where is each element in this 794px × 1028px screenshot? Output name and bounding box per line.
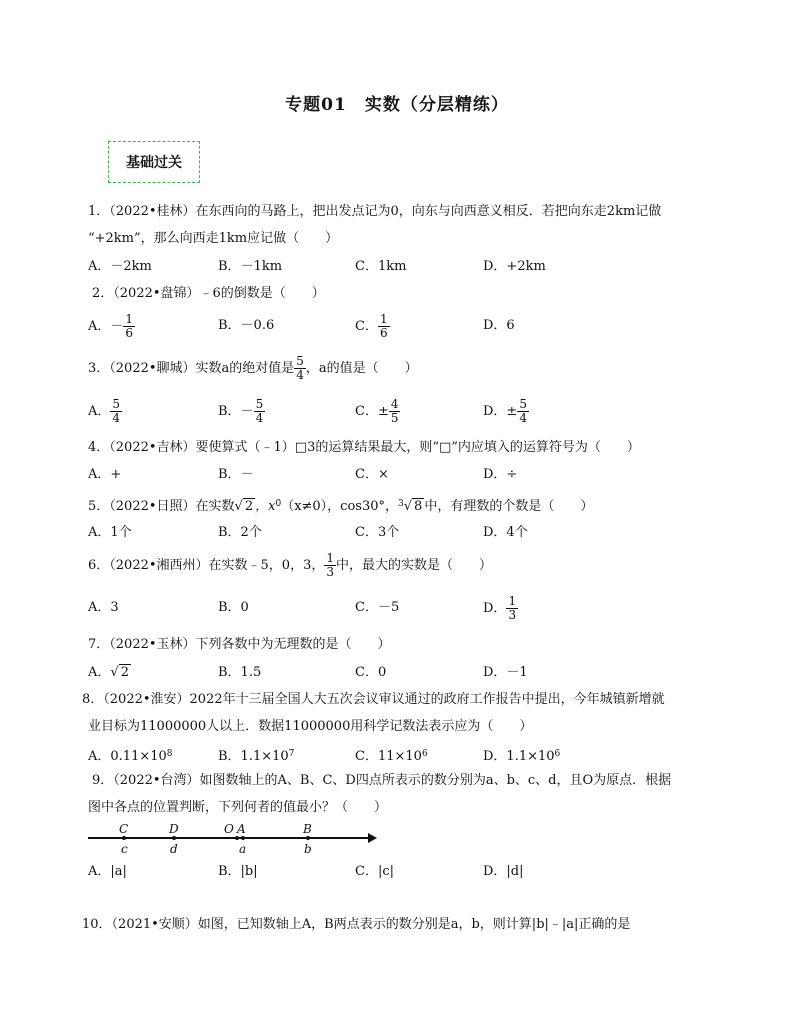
denominator: 3 xyxy=(326,565,334,579)
q5-stem-mid1: ，x xyxy=(255,499,276,514)
q2-option-c-fraction xyxy=(378,313,390,340)
q5-option-c[interactable]: C．3个 xyxy=(355,525,400,540)
number-line-arrow-icon xyxy=(368,833,377,843)
q3-option-a[interactable] xyxy=(88,398,122,426)
q2-option-b[interactable]: B．－0.6 xyxy=(218,318,275,333)
q3-option-d-fraction xyxy=(517,398,529,425)
q6-option-a[interactable]: A．3 xyxy=(88,600,119,615)
q8-option-d[interactable] xyxy=(483,746,560,765)
q4-option-c[interactable]: C．× xyxy=(355,467,389,482)
q3-stem-fraction xyxy=(294,355,306,382)
q8-stem-line1: 8．（2022•淮安）2022年十三届全国人大五次会议审议通过的政府工作报告中提出，今年城镇新增就 xyxy=(82,692,665,707)
numerator: 5 xyxy=(255,397,264,411)
q3-option-b[interactable] xyxy=(218,398,265,426)
q7-option-a-label: A． xyxy=(88,665,111,680)
q4-stem: 4．（2022•吉林）要使算式（﹣1）□3的运算结果最大，则“□”内应填入的运算符号为（ ） xyxy=(88,440,640,455)
label-upper-c: C xyxy=(119,822,129,836)
point-o xyxy=(235,836,239,840)
q6-stem xyxy=(88,552,492,580)
numerator: 1 xyxy=(379,312,388,326)
q2-stem: 2．（2022•盘锦）﹣6的倒数是（ ） xyxy=(92,286,325,301)
q3-option-d[interactable] xyxy=(483,398,529,426)
label-lower-c: c xyxy=(121,842,128,856)
q3-option-b-label: B．－ xyxy=(218,404,254,419)
q5-option-b[interactable]: B．2个 xyxy=(218,525,262,540)
q7-option-a-sqrt: √ 2 xyxy=(110,665,129,680)
denominator: 4 xyxy=(255,411,264,425)
denominator: 6 xyxy=(125,326,134,340)
q4-option-b[interactable]: B．－ xyxy=(218,467,254,482)
q5-stem-mid2: （x≠0），cos30°， xyxy=(281,499,399,514)
q8-option-a[interactable] xyxy=(88,746,173,765)
q10-stem-line1: 10．（2021•安顺）如图，已知数轴上A，B两点表示的数分别是a，b，则计算|b|﹣|a|正确的是 xyxy=(82,917,631,932)
q5-sqrt: √ 2 xyxy=(234,499,254,514)
q1-option-b[interactable]: B．－1km xyxy=(218,259,283,274)
q1-option-a[interactable]: A．－2km xyxy=(88,259,152,274)
q1-option-c[interactable]: C．1km xyxy=(355,259,407,274)
q2-option-a-fraction xyxy=(123,313,135,340)
q3-option-c-label: C．± xyxy=(355,404,389,419)
numerator: 4 xyxy=(390,397,399,411)
q5-cbrt-index: 3 xyxy=(398,499,404,509)
denominator: 6 xyxy=(379,326,388,340)
q8-stem-line2: 业目标为11000000人以上．数据11000000用科学记数法表示应为（ ） xyxy=(88,719,533,734)
q8-option-d-exp: 6 xyxy=(554,749,561,759)
point-d xyxy=(172,836,176,840)
label-upper-a: A xyxy=(237,822,246,836)
page-title: 专题01 实数（分层精练） xyxy=(285,95,509,115)
q3-option-d-label: D．± xyxy=(483,404,518,419)
q2-option-a-label: A． xyxy=(88,319,111,334)
q7-option-b[interactable]: B．1.5 xyxy=(218,665,262,680)
q6-stem-post: 中，最大的实数是（ ） xyxy=(335,558,492,573)
q7-stem: 7．（2022•玉林）下列各数中为无理数的是（ ） xyxy=(88,637,391,652)
q6-option-d-fraction xyxy=(506,595,518,622)
q6-option-c[interactable]: C．－5 xyxy=(355,600,400,615)
section-label-text: 基础过关 xyxy=(126,155,182,171)
q8-option-d-text: D．1.1×10 xyxy=(483,749,555,764)
q9-option-c[interactable]: C．|c| xyxy=(355,864,394,879)
numerator: 1 xyxy=(508,594,517,608)
q1-stem-line2: “+2km”，那么向西走1km应记做（ ） xyxy=(88,231,339,246)
q3-option-a-label: A． xyxy=(88,404,111,419)
q8-option-b-text: B．1.1×10 xyxy=(218,749,289,764)
denominator: 4 xyxy=(112,411,121,425)
q1-stem-line1: 1．（2022•桂林）在东西向的马路上，把出发点记为0，向东与向西意义相反．若把向东走2km记做 xyxy=(88,204,662,219)
q7-option-d[interactable]: D．－1 xyxy=(483,665,528,680)
q5-cbrt: √ 8 xyxy=(403,499,423,514)
q8-option-c-exp: 6 xyxy=(421,749,428,759)
numerator: 5 xyxy=(519,397,527,411)
q3-option-c[interactable] xyxy=(355,398,400,426)
label-upper-b: B xyxy=(303,822,312,836)
q3-stem-post: ，a的值是（ ） xyxy=(305,361,418,376)
q5-stem-post: 中，有理数的个数是（ ） xyxy=(424,499,594,514)
numerator: 5 xyxy=(112,397,121,411)
q2-option-c[interactable] xyxy=(355,313,390,341)
q9-option-a[interactable]: A．|a| xyxy=(88,864,127,879)
q6-option-b[interactable]: B．0 xyxy=(218,600,249,615)
q5-exponent: 0 xyxy=(275,499,282,509)
q6-option-d-label: D． xyxy=(483,601,507,616)
label-lower-a: a xyxy=(239,842,247,856)
label-lower-b: b xyxy=(304,842,312,856)
point-b xyxy=(306,836,310,840)
radicand: 2 xyxy=(244,499,254,514)
q2-option-a[interactable] xyxy=(88,313,135,341)
label-lower-d: d xyxy=(170,842,178,856)
q3-stem xyxy=(88,355,418,383)
q3-option-c-fraction xyxy=(389,398,401,425)
denominator: 4 xyxy=(296,368,304,382)
q4-option-d[interactable]: D．÷ xyxy=(483,467,518,482)
q9-option-d[interactable]: D．|d| xyxy=(483,864,524,879)
q5-option-d[interactable]: D．4个 xyxy=(483,525,528,540)
q3-stem-pre: 3．（2022•聊城）实数a的绝对值是 xyxy=(88,361,295,376)
q5-stem-pre: 5．（2022•日照）在实数 xyxy=(88,499,235,514)
q2-option-d[interactable]: D．6 xyxy=(483,318,515,333)
q1-option-d[interactable]: D．+2km xyxy=(483,259,546,274)
denominator: 5 xyxy=(390,411,399,425)
label-upper-o: O xyxy=(224,822,234,836)
q9-stem-line1: 9．（2022•台湾）如图数轴上的A、B、C、D四点所表示的数分别为a、b、c、d，且O为原点．根据 xyxy=(92,773,672,788)
label-upper-d: D xyxy=(169,822,179,836)
q3-option-b-fraction xyxy=(254,398,266,425)
q9-option-b[interactable]: B．|b| xyxy=(218,864,258,879)
radicand: 2 xyxy=(120,665,129,680)
q8-option-c-text: C．11×10 xyxy=(355,749,422,764)
number-line-axis xyxy=(88,837,373,839)
q7-option-c[interactable]: C．0 xyxy=(355,665,387,680)
section-label-basic xyxy=(108,141,200,183)
q6-stem-pre: 6．（2022•湘西州）在实数﹣5，0，3， xyxy=(88,558,325,573)
numerator: 1 xyxy=(326,551,334,565)
denominator: 4 xyxy=(519,411,527,425)
q2-option-c-label: C． xyxy=(355,319,378,334)
q8-option-b[interactable] xyxy=(218,746,294,765)
q6-stem-fraction xyxy=(324,552,336,579)
q2-option-a-sign: － xyxy=(110,319,124,334)
q4-option-a[interactable]: A．+ xyxy=(88,467,122,482)
q8-option-c[interactable] xyxy=(355,746,428,765)
point-c xyxy=(122,836,126,840)
denominator: 3 xyxy=(508,608,517,622)
q8-option-a-text: A．0.11×10 xyxy=(88,749,167,764)
radicand: 8 xyxy=(414,499,423,514)
q9-stem-line2: 图中各点的位置判断，下列何者的值最小？（ ） xyxy=(88,800,388,815)
numerator: 1 xyxy=(125,312,134,326)
q3-option-a-fraction xyxy=(110,398,122,425)
q5-option-a[interactable]: A．1个 xyxy=(88,525,132,540)
q8-option-a-exp: 8 xyxy=(166,749,173,759)
q8-option-b-exp: 7 xyxy=(288,749,295,759)
q5-stem xyxy=(88,496,593,515)
numerator: 5 xyxy=(296,354,304,368)
q7-option-a[interactable] xyxy=(88,665,131,681)
q6-option-d[interactable] xyxy=(483,595,518,623)
point-a xyxy=(241,836,245,840)
